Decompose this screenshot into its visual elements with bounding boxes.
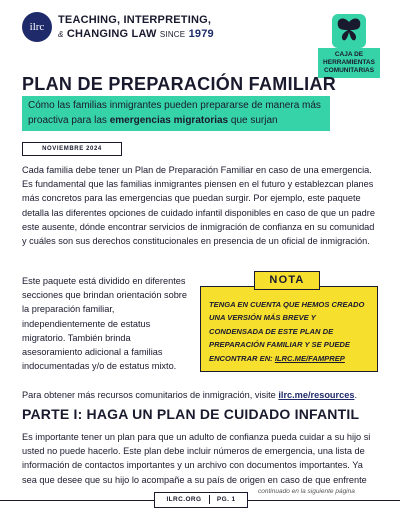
resources-paragraph: Para obtener más recursos comunitarios de inmigración, visite ilrc.me/resources. xyxy=(22,390,358,400)
org-year: 1979 xyxy=(188,28,214,40)
footer-page-box xyxy=(154,492,248,508)
footer-separator xyxy=(209,495,210,504)
org-tagline xyxy=(58,13,214,42)
sections-paragraph: Este paquete está dividido en diferentes secciones que brindan orientación sobre la preparación familiar, independientemente de estatus migratorio. También brinda asesoramiento adicional a familias indocumentadas y/o de estatus mixto. xyxy=(22,276,187,372)
section-heading: PARTE I: HAGA UN PLAN DE CUIDADO INFANTIL xyxy=(22,406,360,422)
intro-paragraph: Cada familia debe tener un Plan de Preparación Familiar en caso de una emergencia. Es fundamental que las familias inmigrantes piensen en el futuro y establezcan planes más concretos para las emergencias que puedan surgir. Por ejemplo, este paquete detalla las diferentes opciones de cuidado infantil disponibles en caso de que un padre este ausente, dónde encontrar servicios de inmigración de confianza en su comunidad y cuáles son sus derechos constitucionales en presencia de un oficial de inmigración. xyxy=(22,165,375,247)
toolkit-label: CAJA DE HERRAMIENTAS COMUNITARIAS xyxy=(318,48,380,78)
note-heading: NOTA xyxy=(254,271,320,290)
org-since: SINCE xyxy=(159,30,186,39)
childcare-paragraph: Es importante tener un plan para que un adulto de confianza pueda cuidar a su hijo si usted no puede hacerlo. Este plan debe incluir números de emergencia, una lista de información de contactos importantes y un archivo con documentos importantes. Ya sea que desee que su hijo lo acompañe a su país de origen en caso de que enfrente xyxy=(22,432,371,485)
note-text: TENGA EN CUENTA QUE HEMOS CREADO UNA VERSIÓN MÁS BREVE Y CONDENSADA DE ESTE PLAN DE PREPARACIÓN FAMILIAR Y SE PUEDE ENCONTRAR EN: ILRC.ME/FAMPREP xyxy=(209,300,365,363)
ilrc-logo: ilrc xyxy=(22,12,52,42)
subtitle: Cómo las familias inmigrantes pueden prepararse de manera más proactiva para las emergencias migratorias que surjan xyxy=(22,96,330,131)
resources-link[interactable]: ilrc.me/resources xyxy=(278,390,355,400)
page-title: PLAN DE PREPARACIÓN FAMILIAR xyxy=(22,74,337,94)
org-amp: & xyxy=(58,30,64,39)
org-line1: TEACHING, INTERPRETING, xyxy=(58,14,212,26)
date-badge: NOVIEMBRE 2024 xyxy=(22,142,122,156)
note-box xyxy=(200,286,378,372)
org-line2: CHANGING LAW xyxy=(66,28,157,40)
footer-site[interactable]: ILRC.ORG xyxy=(166,496,202,503)
note-link[interactable]: ILRC.ME/FAMPREP xyxy=(274,353,345,363)
continued-note: continuado en la siguiente página xyxy=(258,488,355,495)
footer-page: PG. 1 xyxy=(216,496,236,503)
butterfly-icon xyxy=(332,14,366,48)
